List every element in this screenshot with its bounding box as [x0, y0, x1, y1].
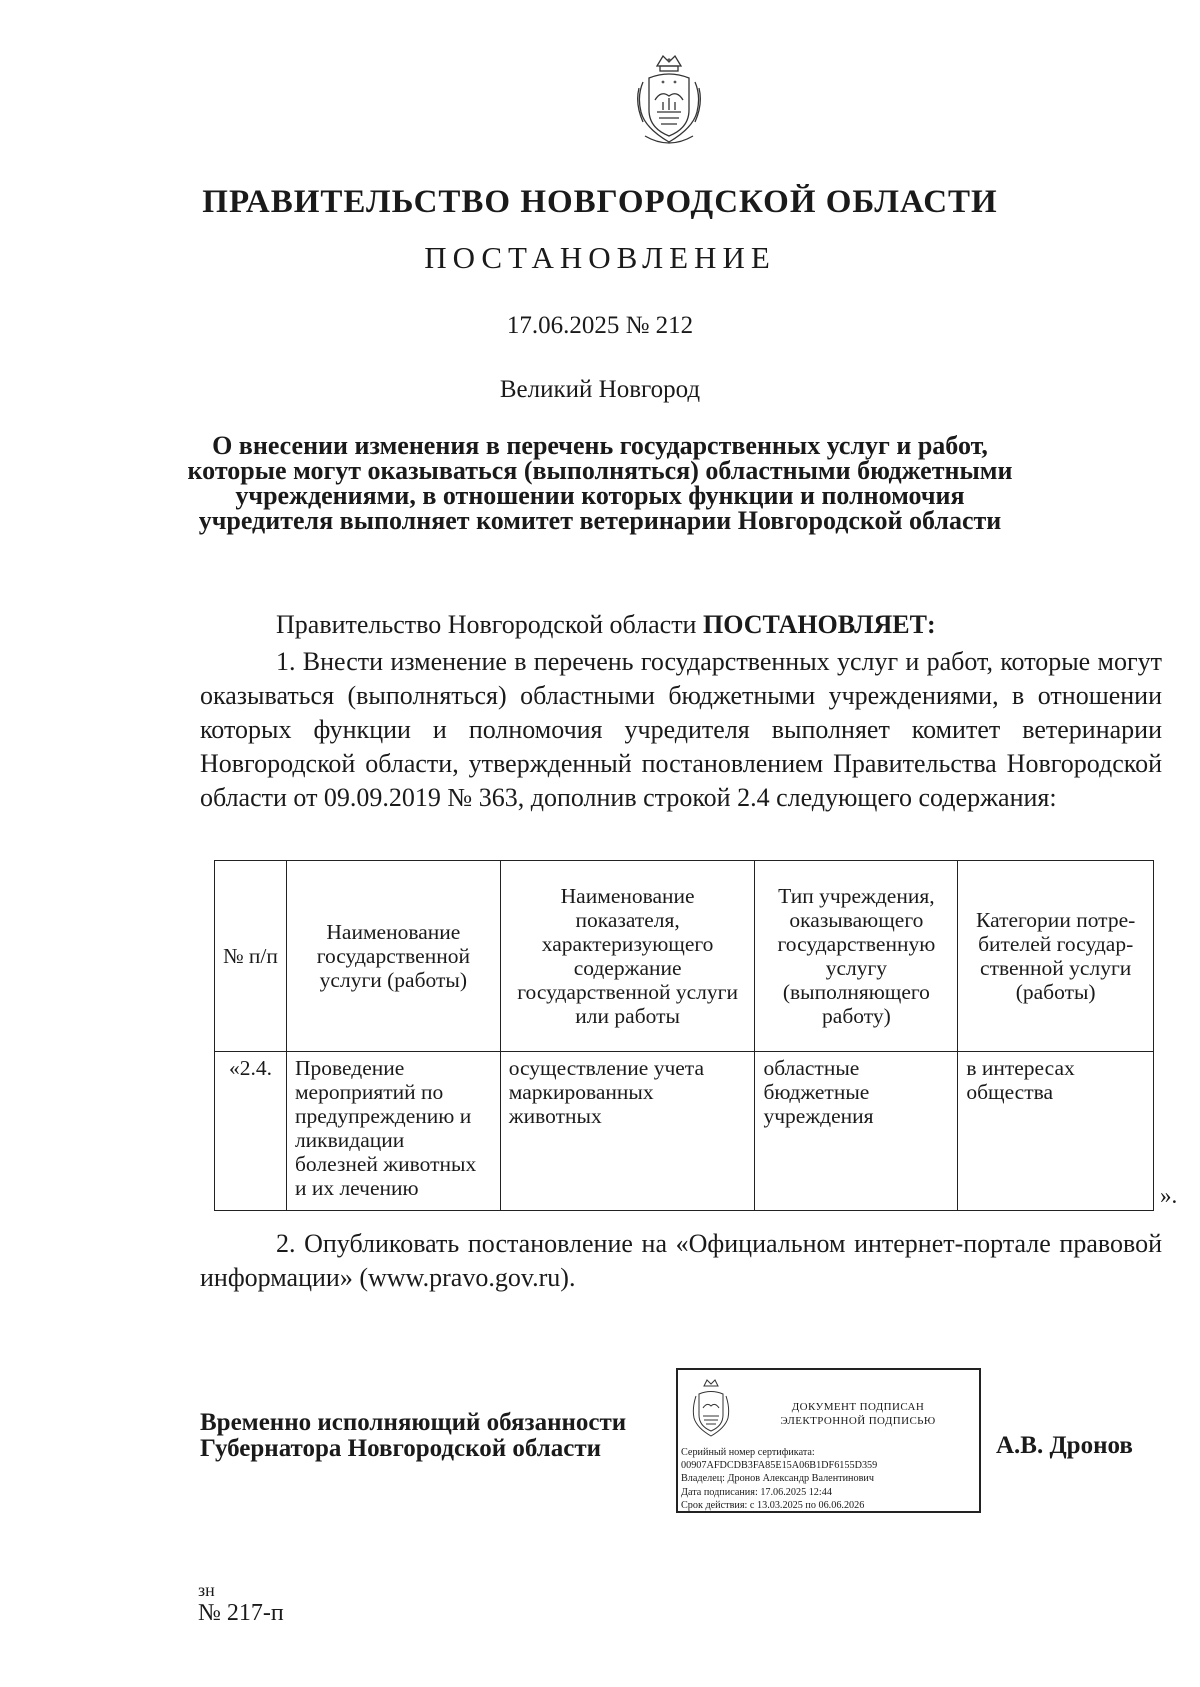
coat-of-arms-icon [633, 52, 705, 150]
table-row [215, 1052, 1154, 1211]
stamp-cert-number: 00907AFDCDB3FA85E15A06B1DF6155D359 [681, 1460, 878, 1472]
services-table [214, 860, 1154, 1211]
stamp-title-line: ДОКУМЕНТ ПОДПИСАН [791, 1401, 925, 1413]
stamp-owner: Владелец: Дронов Александр Валентинович [681, 1473, 874, 1485]
stamp-validity: Срок действия: с 13.03.2025 по 06.06.2026 [681, 1499, 865, 1511]
stamp-title-line: ЭЛЕКТРОННОЙ ПОДПИСЬЮ [780, 1415, 936, 1427]
paragraph-item-2: 2. Опубликовать постановление на «Официальном интернет-портале правовой информации» (www.pravo.gov.ru). [200, 1229, 1162, 1292]
header-indicator: Наименование показателя, характеризующего содержание государственной услуги или работы [500, 861, 755, 1052]
cell-number: «2.4. [215, 1052, 287, 1211]
paragraph-item-1: 1. Внести изменение в перечень государственных услуг и работ, которые могут оказываться (выполняться) областными бюджетными учреждениями, в отношении которых функции и полномочия учредителя выполняет комитет ветеринарии Новгородской области, утвержденный постановлением Правительства Новгородской области от 09.09.2019 № 363, дополнив строкой 2.4 следующего содержания: [200, 647, 1162, 812]
registration-number: № 217-п [198, 1600, 284, 1626]
table-header-row [215, 861, 1154, 1052]
cell-consumers: в интересах общества [958, 1052, 1154, 1211]
header-consumers: Категории потре-бителей государ-ственной услуги (работы) [958, 861, 1154, 1052]
cell-institution-type: областные бюджетные учреждения [755, 1052, 958, 1211]
document-date-number: 17.06.2025 № 212 [506, 312, 694, 339]
signer-position-line: Временно исполняющий обязанности [200, 1409, 627, 1436]
document-place: Великий Новгород [499, 376, 701, 403]
organization-title: ПРАВИТЕЛЬСТВО НОВГОРОДСКОЙ ОБЛАСТИ [202, 184, 998, 220]
table-closing-quote: ». [1160, 1183, 1178, 1208]
executor-initials: зн [198, 1580, 215, 1600]
header-number: № п/п [215, 861, 287, 1052]
heading-line: которые могут оказываться (выполняться) областными бюджетными [187, 456, 1013, 485]
stamp-signed-date: Дата подписания: 17.06.2025 12:44 [681, 1486, 832, 1498]
signer-position [200, 1410, 626, 1462]
document-type: ПОСТАНОВЛЕНИЕ [424, 240, 776, 275]
signer-name: А.В. Дронов [996, 1432, 1133, 1459]
resolve-line [200, 608, 1162, 642]
cell-indicator: осуществление учета маркированных животных [500, 1052, 755, 1211]
header-service-name: Наименование государственной услуги (работы) [286, 861, 500, 1052]
stamp-coat-of-arms-icon [688, 1378, 734, 1440]
document-heading [180, 433, 1020, 533]
heading-line: О внесении изменения в перечень государственных услуг и работ, [212, 431, 988, 460]
resolve-word: ПОСТАНОВЛЯЕТ: [702, 610, 936, 639]
stamp-cert-label: Серийный номер сертификата: [681, 1447, 815, 1458]
cell-service-name: Проведение мероприятий по предупреждению и ликвидации болезней животных и их лечению [286, 1052, 500, 1211]
heading-line: учреждениями, в отношении которых функции и полномочия [235, 481, 965, 510]
electronic-signature-stamp [676, 1368, 981, 1513]
stamp-details [681, 1446, 877, 1512]
header-institution-type: Тип учреждения, оказывающего государственную услугу (выполняющего работу) [755, 861, 958, 1052]
stamp-title [740, 1400, 976, 1428]
heading-line: учредителя выполняет комитет ветеринарии Новгородской области [198, 506, 1002, 535]
resolve-prefix: Правительство Новгородской области [276, 610, 703, 639]
signer-position-line: Губернатора Новгородской области [200, 1435, 602, 1462]
